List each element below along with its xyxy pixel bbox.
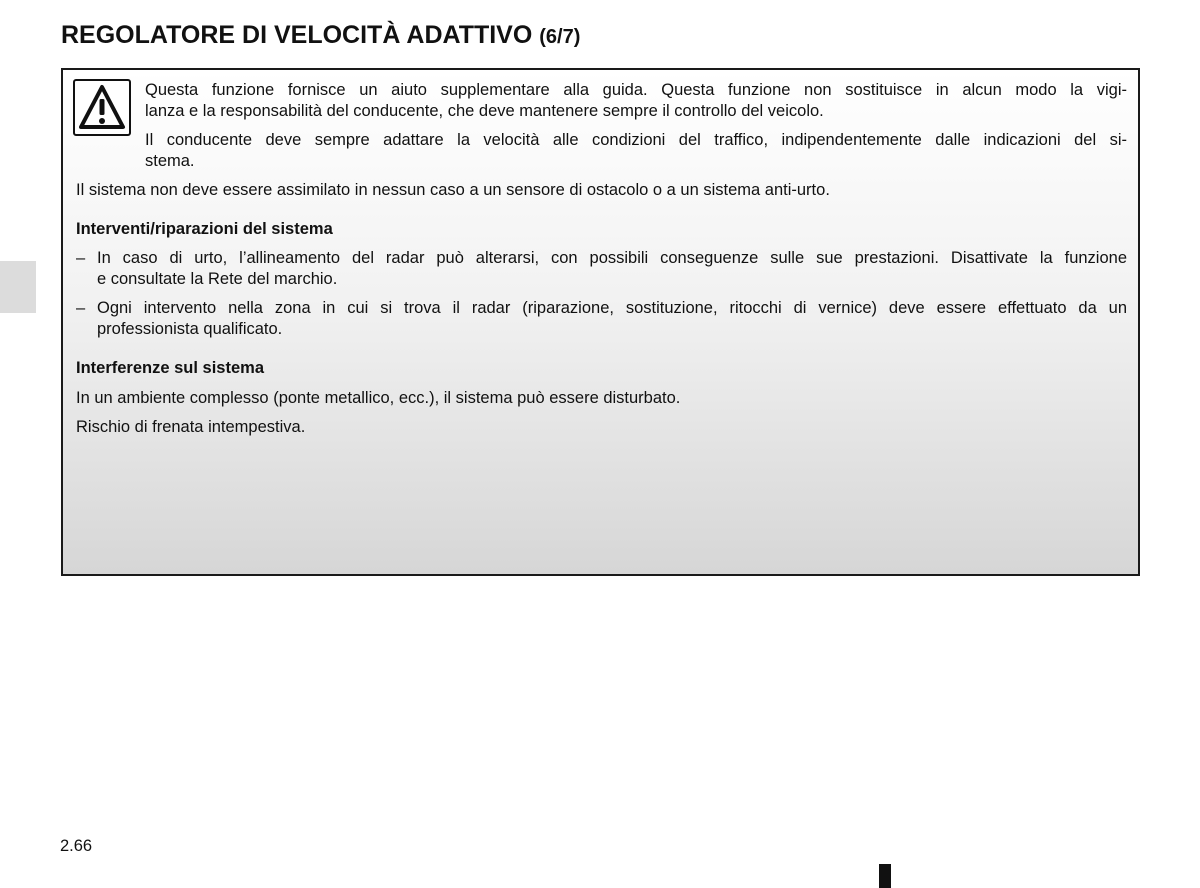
bullet-line: In caso di urto, l’allineamento del radar può alterarsi, con possibili conseguenze sulle sue prestazioni. Disattivate la funzione [97,249,1127,267]
title-text: REGOLATORE DI VELOCITÀ ADATTIVO [61,21,533,49]
warning-box [61,68,1140,576]
section-heading-interference: Interferenze sul sistema [76,359,264,377]
warning-note: Il sistema non deve essere assimilato in nessun caso a un sensore di ostacolo o a un sistema anti-urto. [76,181,830,199]
page-number: 2.66 [60,837,93,855]
bullet-dash: – [76,299,86,317]
speed-line: Il conducente deve sempre adattare la velocità alle condizioni del traffico, indipendentemente dalle indicazioni del si- [145,131,1127,149]
speed-line: stema. [145,152,195,170]
intro-line: Questa funzione fornisce un aiuto supplementare alla guida. Questa funzione non sostituisce in alcun modo la vigi- [145,81,1127,99]
intro-line: lanza e la responsabilità del conducente, che deve mantenere sempre il controllo del veicolo. [145,102,824,120]
braking-risk-paragraph: Rischio di frenata intempestiva. [76,418,306,436]
warning-triangle-graphic [78,84,126,131]
print-corner-mark [879,864,891,888]
list-item [76,248,1127,290]
section-heading-repairs: Interventi/riparazioni del sistema [76,220,333,238]
list-item [76,298,1127,340]
title-part-indicator: (6/7) [539,26,581,48]
page-title [61,20,580,52]
bullet-line: Ogni intervento nella zona in cui si trova il radar (riparazione, sostituzione, ritocchi di vernice) deve essere effettuato da un [97,299,1127,317]
bullet-dash: – [76,249,86,267]
warning-triangle-icon [73,79,131,136]
chapter-tab-marker [0,261,36,313]
bullet-line: professionista qualificato. [97,320,283,338]
bullet-line: e consultate la Rete del marchio. [97,270,338,288]
warning-intro-paragraph [145,80,1127,122]
warning-speed-paragraph [145,130,1127,172]
interference-paragraph: In un ambiente complesso (ponte metallico, ecc.), il sistema può essere disturbato. [76,389,681,407]
